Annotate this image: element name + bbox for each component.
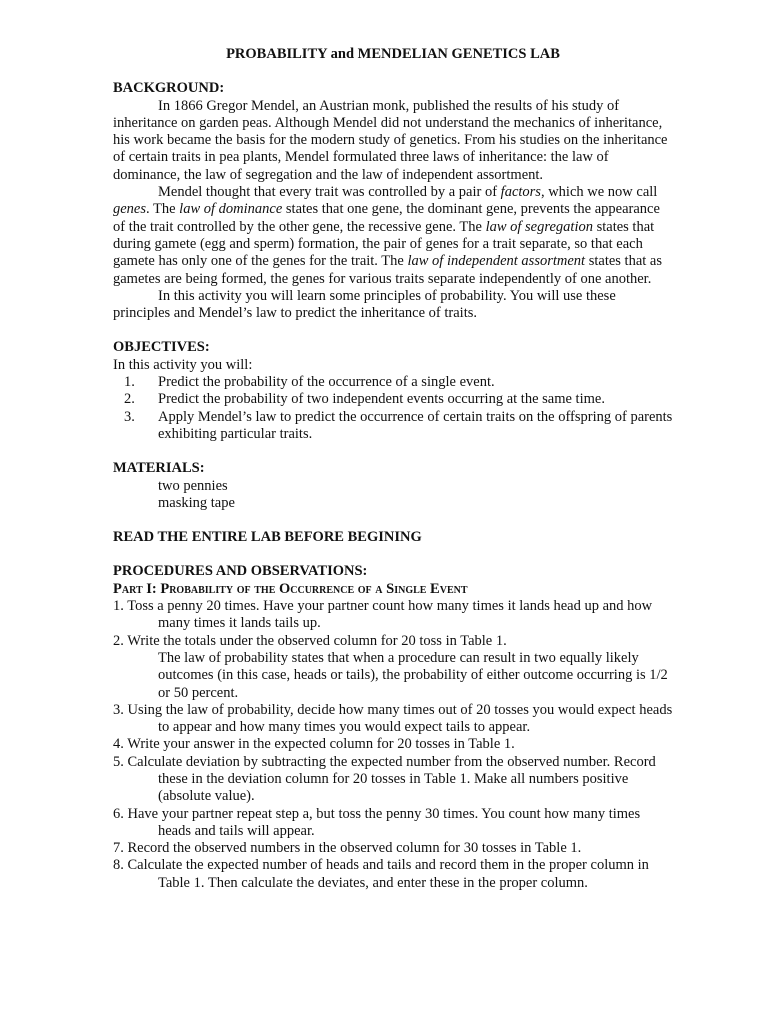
procedure-step-7: 7. Record the observed numbers in the observed column for 30 tosses in Table 1. [113, 840, 582, 857]
objective-item: 1. Predict the probability of the occurrence of a single event. [124, 374, 495, 391]
background-paragraph-3: In this activity you will learn some principles of probability. You will use these principles and Mendel’s law to predict the inheritance of traits. [113, 287, 616, 322]
procedure-step-3: 3. Using the law of probability, decide how many times out of 20 tosses you would expect heads to appear and how many times you would expect tails to appear. [113, 701, 673, 736]
objectives-heading: OBJECTIVES: [113, 339, 210, 356]
probability-note: The law of probability states that when a procedure can result in two equally likely outcomes (in this case, heads or tails), the probability of either outcome occurring is 1/2 or 50 percent. [158, 649, 668, 701]
procedure-step-5: 5. Calculate deviation by subtracting the expected number from the observed number. Record these in the deviation column for 20 tosses in Table 1. Make all numbers positive (absolute value). [113, 753, 656, 805]
objectives-intro: In this activity you will: [113, 356, 253, 373]
procedure-step-6: 6. Have your partner repeat step a, but toss the penny 30 times. You count how many times heads and tails will appear. [113, 805, 641, 839]
term-factors: factors [500, 184, 541, 201]
term-law-of-dominance: law of dominance [179, 201, 283, 218]
objectives-list [113, 374, 673, 443]
background-paragraph-2: Mendel thought that every trait was controlled by a pair of factors, which we now call genes. The law of dominance states that one gene, the dominant gene, prevents the appearance of the trait controlled by the other gene, the recessive gene. The law of segregation states that during gamete (egg and sperm) formation, the pair of genes for a trait separate, so that each gamete has only one of the genes for the trait. The law of independent assortment states that as gametes are being formed, the genes for various traits separate independently of one another. [113, 184, 663, 287]
procedure-step-4: 4. Write your answer in the expected column for 20 tosses in Table 1. [113, 736, 515, 753]
background-heading: BACKGROUND: [113, 80, 225, 97]
procedures-heading: PROCEDURES AND OBSERVATIONS: [113, 563, 368, 580]
part-1-heading: Part I: Probability of the Occurrence of a Single Event [113, 580, 468, 597]
materials-heading: MATERIALS: [113, 460, 205, 477]
term-genes: genes [113, 201, 147, 218]
document-title: PROBABILITY and MENDELIAN GENETICS LAB [226, 46, 560, 62]
term-law-of-segregation: law of segregation [485, 218, 593, 235]
document-page [113, 46, 673, 892]
material-item: two pennies [158, 477, 228, 494]
objective-item: 3. Apply Mendel’s law to predict the occurrence of certain traits on the offspring of parents exhibiting particular traits. [124, 408, 673, 442]
procedure-step-2: 2. Write the totals under the observed column for 20 toss in Table 1. [113, 632, 507, 649]
procedure-step-8: 8. Calculate the expected number of heads and tails and record them in the proper column in Table 1. Then calculate the deviates, and enter these in the proper column. [113, 857, 649, 891]
term-law-of-independent-assortment: law of independent assortment [407, 253, 586, 270]
read-notice: READ THE ENTIRE LAB BEFORE BEGINING [113, 529, 422, 546]
material-item: masking tape [158, 494, 235, 511]
objective-item: 2. Predict the probability of two independent events occurring at the same time. [124, 391, 605, 408]
background-paragraph-1: In 1866 Gregor Mendel, an Austrian monk, published the results of his study of inheritance on garden peas. Although Mendel did not understand the mechanics of inheritance, his work became the basis for the modern study of genetics. From his studies on the inheritance of certain traits in pea plants, Mendel formulated three laws of inheritance: the law of dominance, the law of segregation and the law of independent assortment. [113, 97, 668, 183]
procedure-step-1: 1. Toss a penny 20 times. Have your partner count how many times it lands head up and how many times it lands tails up. [113, 598, 653, 632]
